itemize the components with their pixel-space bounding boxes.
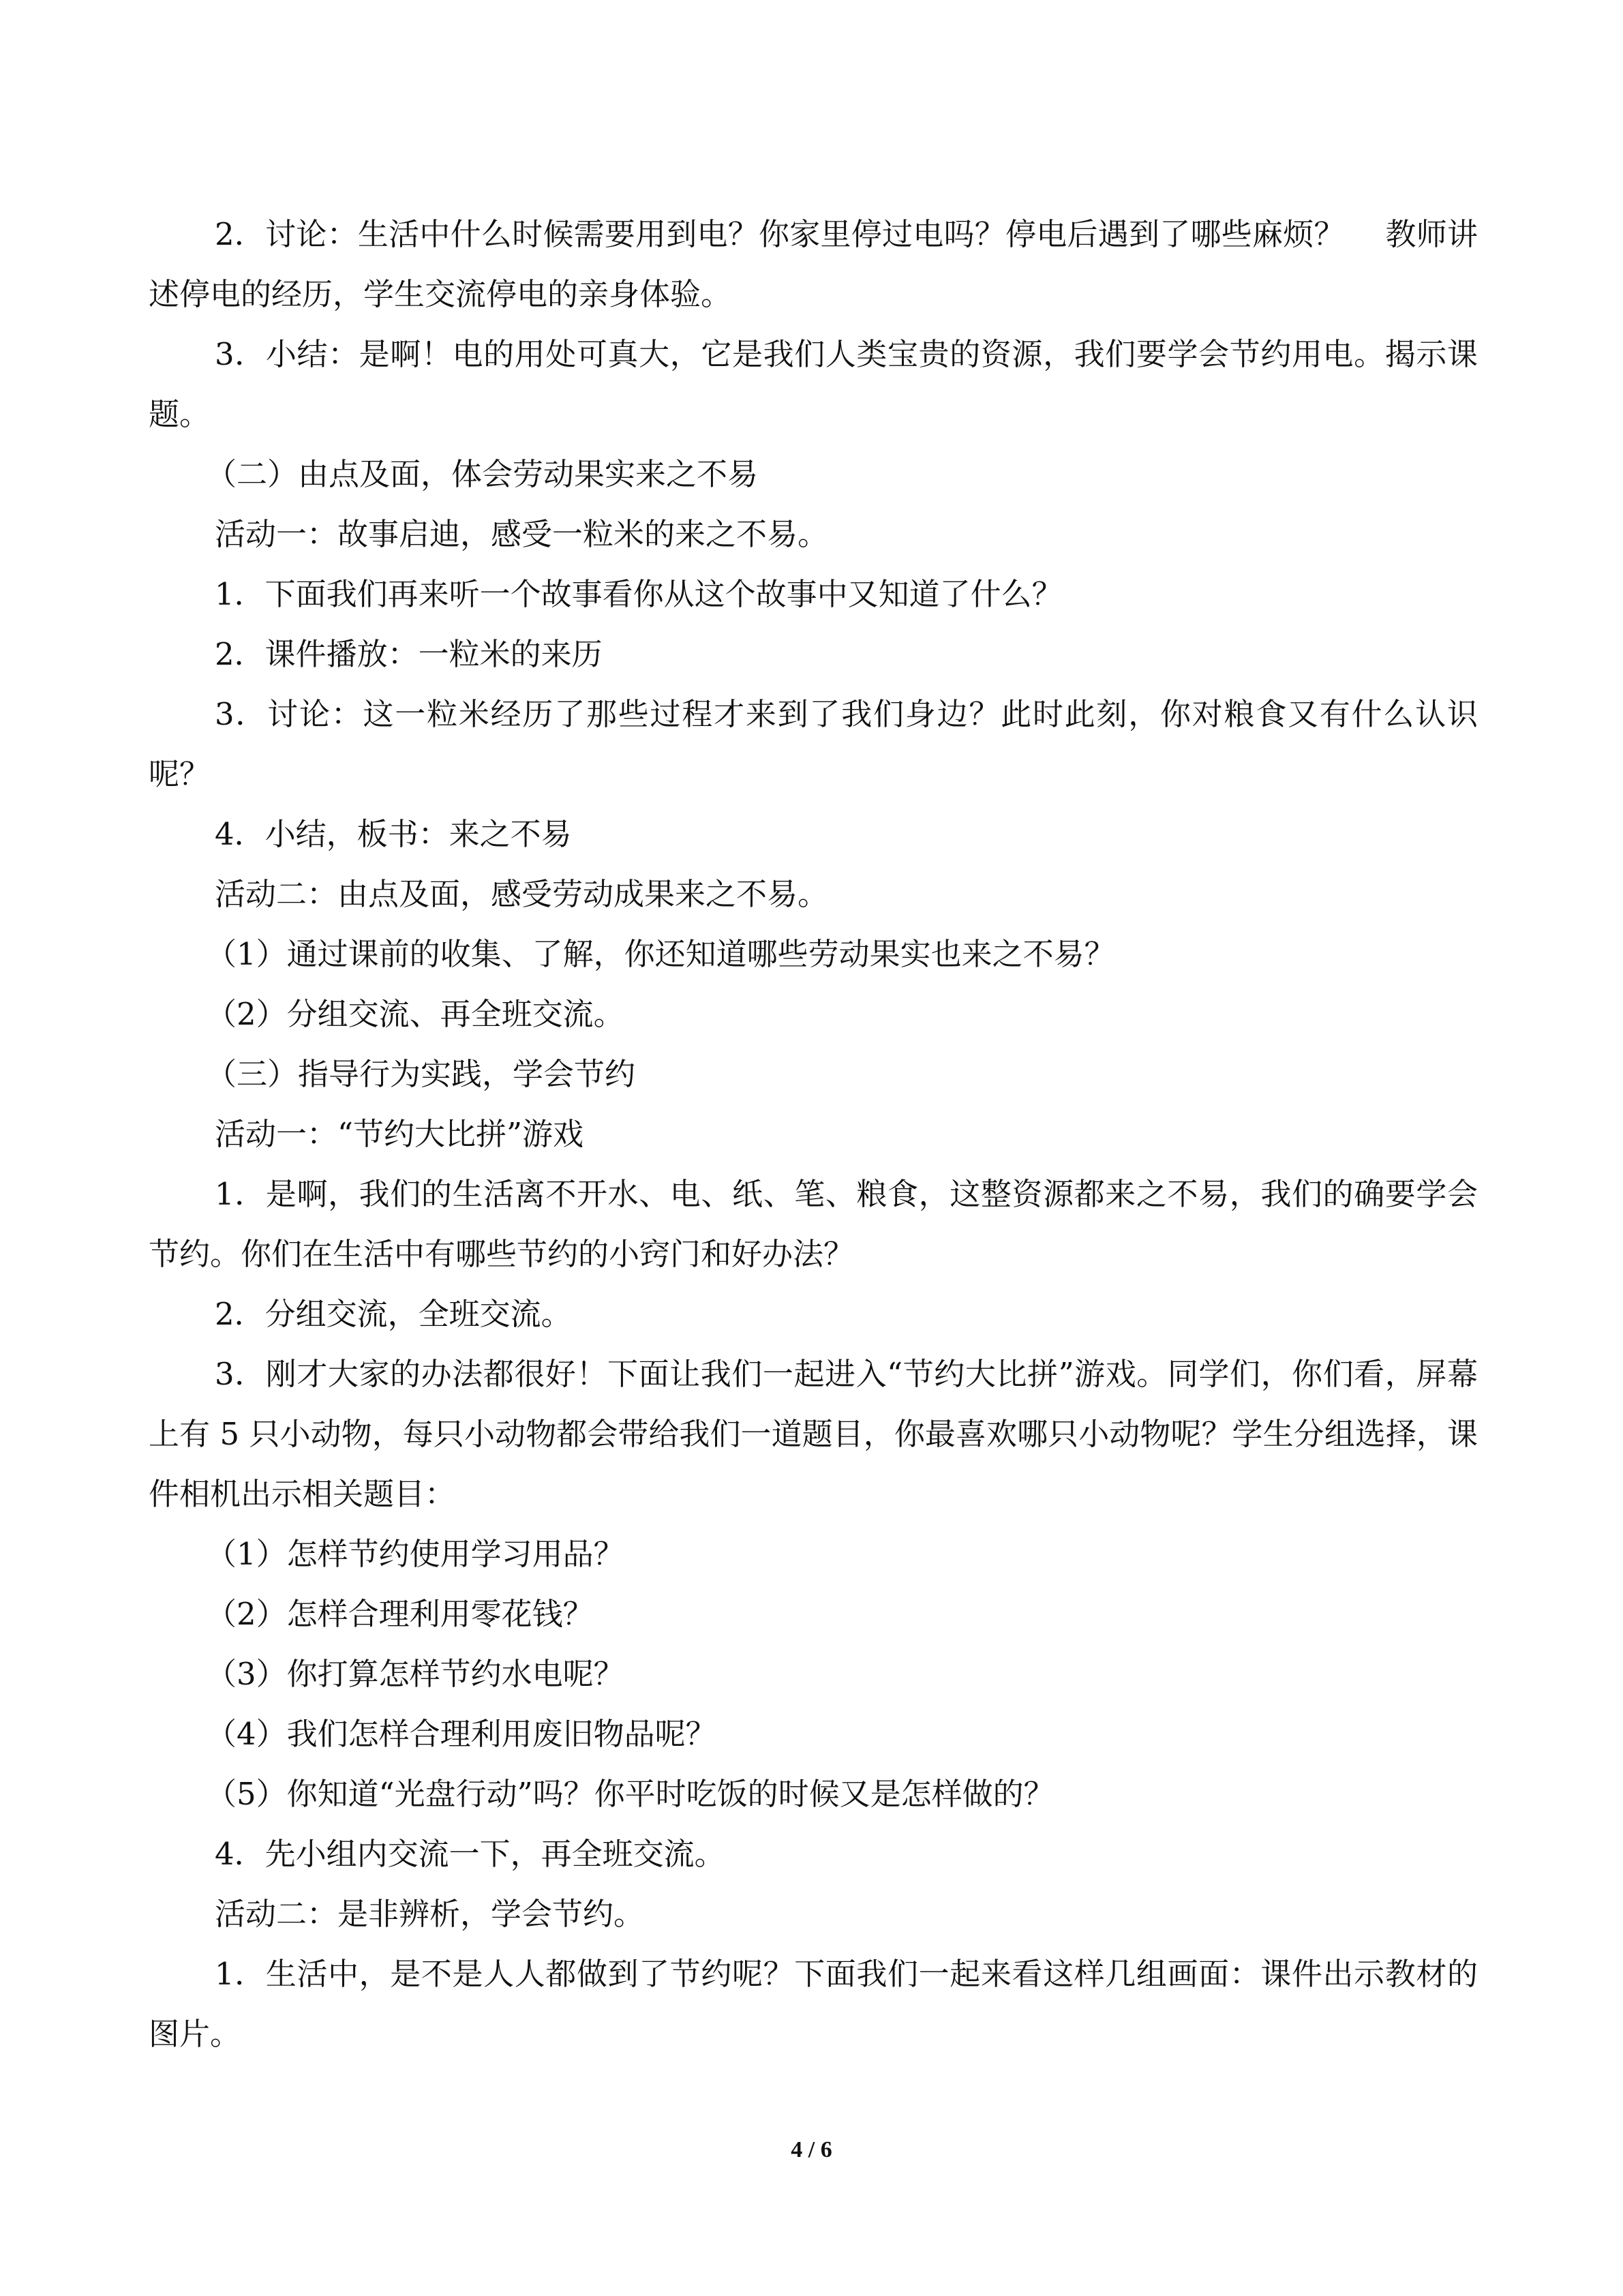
- paragraph: 2．课件播放：一粒米的来历: [215, 636, 603, 672]
- activity-heading: 活动二：是非辨析，学会节约。: [215, 1896, 645, 1932]
- document-body: [149, 205, 1478, 2064]
- paragraph: 2．讨论：生活中什么时候需要用到电？你家里停过电吗？停电后遇到了哪些麻烦？ 教师讲述停电的经历，学生交流停电的亲身体验。: [149, 216, 1478, 312]
- list-item: （3）你打算怎样节约水电呢？: [206, 1656, 624, 1692]
- page-number: 4 / 6: [791, 2137, 832, 2162]
- paragraph: 1．是啊，我们的生活离不开水、电、纸、笔、粮食，这整资源都来之不易，我们的确要学会节约。你们在生活中有哪些节约的小窍门和好办法？: [149, 1176, 1478, 1272]
- list-item: （2）怎样合理利用零花钱？: [206, 1596, 594, 1632]
- paragraph: 2．分组交流，全班交流。: [215, 1296, 572, 1332]
- paragraph: 3．小结：是啊！电的用处可真大，它是我们人类宝贵的资源，我们要学会节约用电。揭示课题。: [149, 336, 1478, 432]
- paragraph: 4．先小组内交流一下，再全班交流。: [215, 1836, 725, 1872]
- list-item: （1）怎样节约使用学习用品？: [206, 1536, 624, 1572]
- list-item: （2）分组交流、再全班交流。: [206, 996, 624, 1032]
- paragraph: 1．下面我们再来听一个故事看你从这个故事中又知道了什么？: [215, 576, 1063, 612]
- section-heading: （三）指导行为实践，学会节约: [206, 1056, 636, 1092]
- activity-heading: 活动一：“节约大比拼”游戏: [215, 1116, 584, 1152]
- list-item: （4）我们怎样合理利用废旧物品呢？: [206, 1716, 716, 1752]
- paragraph: 3．讨论：这一粒米经历了那些过程才来到了我们身边？此时此刻，你对粮食又有什么认识呢？: [149, 696, 1478, 792]
- section-heading: （二）由点及面，体会劳动果实来之不易: [206, 456, 759, 492]
- paragraph: 3．刚才大家的办法都很好！下面让我们一起进入“节约大比拼”游戏。同学们，你们看，屏幕上有 5 只小动物，每只小动物都会带给我们一道题目，你最喜欢哪只小动物呢？学生分组选择，课件相机出示相关题目：: [149, 1356, 1478, 1512]
- paragraph: 1．生活中，是不是人人都做到了节约呢？下面我们一起来看这样几组画面：课件出示教材的图片。: [149, 1956, 1478, 2052]
- activity-heading: 活动一：故事启迪，感受一粒米的来之不易。: [215, 516, 829, 552]
- paragraph: 4．小结，板书：来之不易: [215, 816, 572, 852]
- activity-heading: 活动二：由点及面，感受劳动成果来之不易。: [215, 876, 829, 912]
- list-item: （5）你知道“光盘行动”吗？你平时吃饭的时候又是怎样做的？: [206, 1776, 1055, 1812]
- list-item: （1）通过课前的收集、了解，你还知道哪些劳动果实也来之不易？: [206, 936, 1115, 972]
